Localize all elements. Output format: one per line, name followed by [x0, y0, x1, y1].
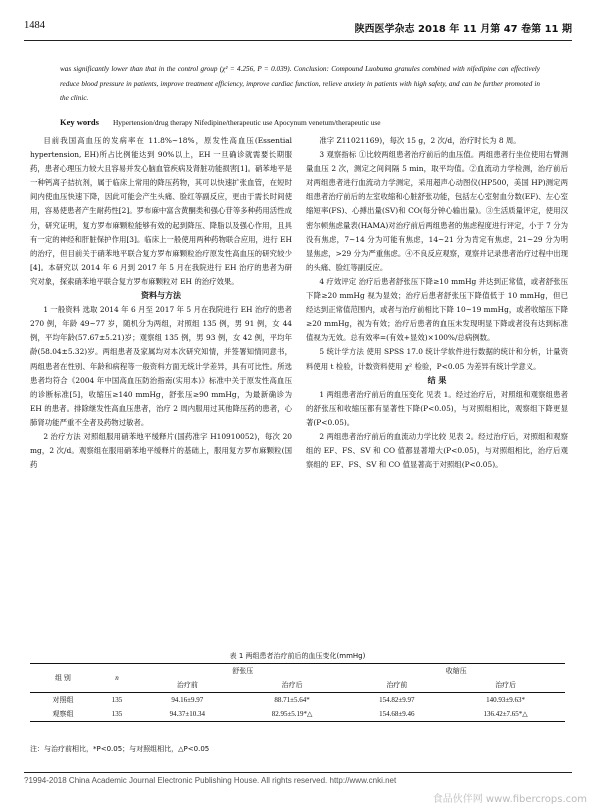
- paragraph: 2 治疗方法 对照组服用硝苯地平缓释片(国药准字 H10910052)，每次 20 mg，2 次/d。观察组在服用硝苯地平缓释片的基础上，服用复方罗布麻颗粒(国药: [30, 431, 292, 470]
- cell-value: 88.71±5.64*: [274, 696, 310, 704]
- keywords-label: Key words: [60, 117, 99, 127]
- abstract-tail: was significantly lower than that in the control group (χ² = 4.256, P = 0.039). Conclusion: Compound Luobuma granules combined with nifedipine can effectively reduce blood pressure in patients, improve treatment efficiency, improve cardiac function, relieve anxiety in patients with high safety, and can be further promoted in the clinic.: [60, 65, 540, 102]
- cell-value: 154.82±9.97: [379, 696, 415, 704]
- col-systolic: 收缩压: [348, 664, 565, 679]
- col-diastolic: 舒张压: [138, 664, 347, 679]
- sub-header: 治疗前: [348, 678, 447, 693]
- cell-n: 135: [96, 707, 138, 722]
- cell-value: 154.68±9.46: [348, 707, 447, 722]
- keywords: [60, 117, 540, 127]
- cell-value: 136.42±7.65*△: [446, 707, 565, 722]
- cell-group: 对照组: [52, 696, 74, 704]
- table-note: 注：与治疗前相比，*P<0.05；与对照组相比，△P<0.05: [30, 745, 210, 753]
- sub-header: 治疗后: [446, 678, 565, 693]
- cell-value: 140.93±9.63*: [486, 696, 525, 704]
- paragraph: 3 观察指标 ①比较两组患者治疗前后的血压值。两组患者行坐位使用右臂测量血压 2 次，测定之间间隔 5 min，取平均值。②血流动力学检测，治疗前后对两组患者进行血流动力学测定，采用超声心动图仪(HP500，美国 HP)测定两组患者治疗前后的左室收缩和心脏舒张功能，包括左心室射血分数(EF)、左心室缩短率(FS)、心搏出量(SV)和 CO(每分钟心输出量)。③生活质量评定，使用汉密尔顿焦虑量表(HAMA)对治疗前后两组患者的焦虑程度进行评定，小于 7 分为没有焦虑，7~14 分为可能有焦虑，14~21 分为肯定有焦虑，21~29 分为明显焦虑，>29 分为严重焦虑。④不良反应观察，观察并记录患者治疗过程中出现的头痛、脸红等副反应。: [306, 150, 568, 272]
- cell-value: 82.95±5.19*△: [237, 707, 348, 722]
- paragraph: 目前我国高血压的发病率在 11.8%~18%，原发性高血压(Essential hypertension, EH)所占比例能达到 90%以上，EH 一旦确诊就需要长期服药，患者心理压力较大且容易并发心脑血管疾病及肾脏功能损害[1]。硝苯地平是一种钙离子拮抗剂，属于临床上常用的降压药物，其可以快速扩张血管，在短时间内使血压快速下降，因此可能会产生头痛、脸红等副反应，更由于需长时间使用，容易使患者产生耐药性[2]。罗布麻中富含黄酮类和强心苷等多种药用活性成分，研究证明，复方罗布麻颗粒能够有效的起到降压、降脂以及强心作用，且具有一定的神经和肝脏保护作用[3]。临床上一般使用两种药物联合应用，进行 EH 的治疗，但目前关于硝苯地平联合复方罗布麻颗粒治疗原发性高血压的研究较少[4]。本研究以 2014 年 6 月到 2017 年 5 月在我院进行 EH 治疗的患者为研究对象，探索硝苯地平联合复方罗布麻颗粒对 EH 的治疗效果。: [30, 136, 292, 286]
- col-n: n: [96, 664, 138, 693]
- table-caption: 表 1 两组患者治疗前后的血压变化(mmHg): [229, 652, 366, 660]
- table-row: [30, 693, 565, 708]
- paragraph: 1 两组患者治疗前后的血压变化 见表 1。经过治疗后，对照组和观察组患者的舒张压和收缩压都有显著性下降(P<0.05)，与对照组相比，观察组下降更显著(P<0.05)。: [306, 389, 568, 427]
- right-column: [306, 134, 568, 472]
- page-number: 1484: [24, 20, 45, 31]
- paragraph: 1 一般资料 选取 2014 年 6 月至 2017 年 5 月在我院进行 EH 治疗的患者 270 例，年龄 49~77 岁，随机分为两组，对照组 135 例，男 91 例，女 44 例，平均年龄(57.67±5.21)岁；观察组 135 例，男 93 例，女 42 例，平均年龄(58.04±5.32)岁。两组患者及家属均对本次研究知情，并签署知情同意书，两组患者在性别、年龄和病程等一般资料方面无统计学差异，具有可比性。所选患者均符合《2004 年中国高血压防治指南(实用本)》标准中关于原发性高血压的诊断标准[5]，收缩压≥140 mmHg，舒张压≥90 mmHg，为最新确诊为 EH 的患者。排除继发性高血压患者，治疗 2 周内服用过其他降压药的患者，心肺肾功能严重不全者及药物过敏者。: [30, 305, 292, 427]
- cell-n: 135: [111, 696, 123, 704]
- sub-header: 治疗前: [138, 678, 237, 693]
- copyright-footer: ?1994-2018 China Academic Journal Electronic Publishing House. All rights reserved. http://www.cnki.net: [24, 776, 397, 785]
- paragraph: 4 疗效评定 治疗后患者舒张压下降≥10 mmHg 并达到正常值，或者舒张压下降≥20 mmHg 视为显效；治疗后患者舒张压下降值低于 10 mmHg，但已经达到正常值范围内，或者与治疗前相比下降 10~19 mmHg，或者收缩压下降≥20 mmHg，视为有效；治疗后患者的血压未发现明显下降或者没有达到标准值视为无效。总有效率=(有效+显效)×100%/总病例数。: [306, 276, 568, 343]
- footer-rule: [24, 772, 572, 773]
- paragraph: 2 两组患者治疗前后的血流动力学比较 见表 2。经过治疗后，对照组和观察组的 EF、FS、SV 和 CO 值都显著增大(P<0.05)，与对照组相比，治疗后观察组的 EF、FS、SV 和 CO 值显著高于对照组(P<0.05)。: [306, 431, 568, 470]
- page-header: [24, 20, 572, 38]
- section-heading: 资料与方法: [141, 291, 181, 301]
- paragraph: 5 统计学方法 使用 SPSS 17.0 统计学软件进行数据的统计和分析，计量资料使用 t 检验，计数资料使用 χ² 检验，P<0.05 为差异有统计学意义。: [306, 347, 568, 371]
- keywords-text: Hypertension/drug therapy Nifedipine/therapeutic use Apocynum venetum/therapeutic use: [112, 118, 381, 127]
- table-row: [30, 707, 565, 722]
- cell-value: 94.37±10.34: [138, 707, 237, 722]
- cell-group: 观察组: [30, 707, 96, 722]
- left-column: [30, 134, 292, 472]
- journal-title: 陕西医学杂志 2018 年 11 月第 47 卷第 11 期: [354, 24, 572, 35]
- cell-value: 94.16±9.97: [171, 696, 204, 704]
- sub-header: 治疗后: [237, 678, 348, 693]
- col-group: 组 别: [30, 664, 96, 693]
- section-heading: 结 果: [427, 375, 447, 385]
- blood-pressure-table: [30, 663, 565, 722]
- paragraph: 准字 Z11021169)，每次 15 g，2 次/d，治疗时长为 8 周。: [319, 136, 521, 145]
- header-rule: [24, 40, 572, 41]
- watermark: 食品伙伴网 www.fibercrops.com: [432, 794, 587, 805]
